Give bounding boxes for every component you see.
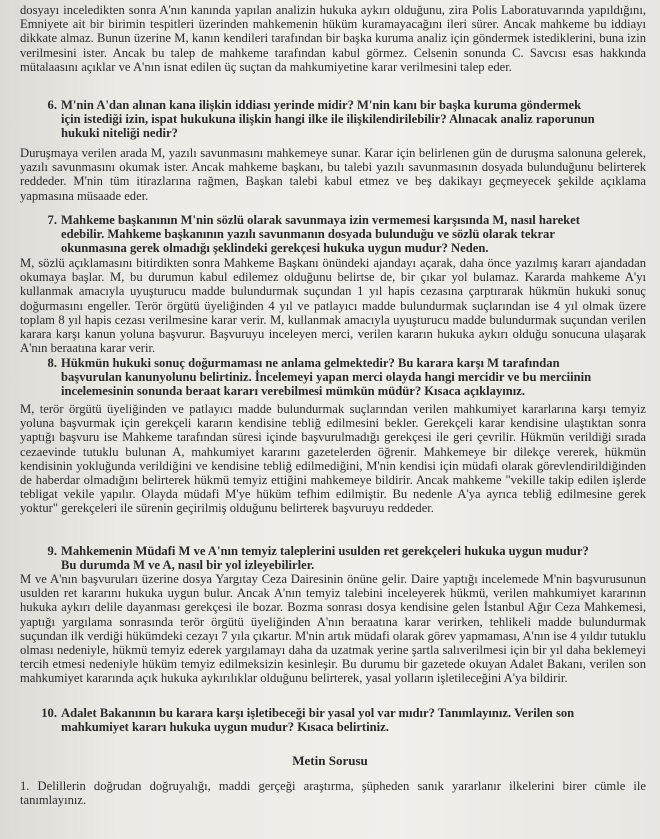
question-number: 6. [47,98,57,112]
question-number: 8. [47,356,57,370]
paragraph-8: M, terör örgütü üyeliğinden ve patlayıcı madde bulundurmak suçlarından verilen mahkumiyet kararlarına karşı temyiz yoluna başvurmak için gerekçeli kararın kendisine tebliğ edilmesini bekler. Gerekçeli karar kendisine ulaştıktan sonra yaptığı başvuru ise Mahkeme tarafından süresi içinde başvurulmadığı gerekçesi ile geri çevrilir. Hükmün verildiği sırada cezaevinde tutuklu bulunan A, mahkumiyet kararını gazetelerden öğrenir. Mahkemeye bir dilekçe vererek, hükmün kendisinin yokluğunda verildiğini ve kendisine tebliğ edilmediğini, M'nin kendisi için müdafi olarak görevlendirildiğinden de haberdar olmadığını belirterek hükmü temyiz ettiğini mahkemeye bildirir. Ancak mahkeme "vekille takip edilen işlerde tebligat vekile yapılır. Olayda müdafi M'ye hüküm tefhim edilmiştir. Bu nedenle A'ya ayrıca tebliğ edilmesine gerek yoktur" gerekçeleri ile sürenin geçirilmiş olduğunu belirterek başvuruyu reddeder. [20,402,646,516]
question-7: 7. Mahkeme başkanının M'nin sözlü olarak savunmaya izin vermemesi karşısında M, nasıl hareket edebilir. Mahkeme başkanının yazılı savunmanın dosyada bulunduğu ve sözlü olarak tekrar okunmasına gerek olmadığı şeklindeki gerekçesi hukuka uygun mudur? Neden. [20,213,646,256]
question-number: 9. [47,544,57,558]
question-8: 8. Hükmün hukuki sonuç doğurmaması ne anlama gelmektedir? Bu karara karşı M tarafından başvurulan kanunyolunu belirtiniz. İncelemeyi yapan merci olayda hangi mercidir ve bu merciinin incelemesinin sonunda beraat kararı verebilmesi mümkün müdür? Kısaca açıklayınız. [20,356,646,399]
metin-question-1: 1. Delillerin doğrudan doğruyalığı, maddi gerçeği araştırma, şüpheden sanık yararlanır ilkelerini birer cümle ile tanımlayınız. [20,779,646,808]
paragraph-6: Duruşmaya verilen arada M, yazılı savunmasını mahkemeye sunar. Karar için belirlenen gün de duruşma salonuna gelerek, yazılı savunmasını okumak ister. Ancak mahkeme başkanı, bu talebi yazılı savunmasının dosyada bulunduğunu belirterek reddeder. M'nin tüm itirazlarına rağmen, Başkan talebi kabul etmez ve beş dakikayı geçmeyecek şekilde açıklama yapmasına müsaade eder. [20,146,646,203]
question-6: 6. M'nin A'dan alınan kana ilişkin iddiası yerinde midir? M'nin kanı bir başka kuruma göndermek için istediği izin, ispat hukukuna ilişkin hangi ilke ile ilişkilendirilebilir? Alınacak analiz raporunun hukuki niteliği nedir? [20,98,646,141]
question-number: 7. [47,213,57,227]
section-title: Metin Sorusu [292,753,368,768]
paragraph-7: M, sözlü açıklamasını bitirdikten sonra Mahkeme Başkanı önündeki ajandayı açarak, daha önce yazılmış kararı ajandadan okumaya başlar. M, bu durumun kabul edilemez olduğunu belirtse de, bir çıkar yol bulamaz. Kararda mahkeme A'yı kullanmak amacıyla uyuşturucu madde bulundurmak suçundan 1 yıl hapis cezasına çarptırarak hükmün hukuki sonuç doğurmasını engeller. Terör örgütü üyeliğinden 4 yıl ve patlayıcı madde bulundurmak suçlarından ise 4 yıl olmak üzere toplam 8 yıl hapis cezası verilmesine karar verir. M, kullanmak amacıyla uyuşturucu madde bulundurmak suçundan verilen karara karşı kanun yoluna başvurur. Başvuruyu inceleyen merci, verilen kararın hukuka aykırı olduğu sonucuna ulaşarak A'nın beraatına karar verir. [20,256,646,356]
question-10: 10. Adalet Bakanının bu karara karşı işletibeceği bir yasal yol var mıdır? Tanımlayınız. Verilen son mahkumiyet kararı hukuka uygun mudur? Kısaca belirtiniz. [20,706,646,734]
paragraph-9: M ve A'nın başvuruları üzerine dosya Yargıtay Ceza Dairesinin önüne gelir. Daire yaptığı incelemede M'nin başvurusunun usulden ret kararını hukuka uygun bulur. Ancak A'nın temyiz talebini inceleyerek hükmü, verilen mahkumiyet kararının hukuka aykırı delile dayanması gerekçesi ile bozar. Bozma sonrası dosya kendisine gelen İstanbul Ağır Ceza Mahkemesi, yaptığı yargılama sonrasında terör örgütü üyeliğinden A'nın beraatına karar verirken, tehlikeli madde bulundurmak suçundan ilk verdiği hükümdeki cezayı 7 yıla çıkartır. M'nin artık müdafi olarak görev yapmaması, A'nın ise 4 yıldır tutuklu olması nedeniyle, hükmü temyiz ederek yargılamayı daha da uzatmak yerine şartla salıverilmesi için bir yıl daha beklemeyi tercih etmesi nedeniyle hüküm temyiz edilmeksizin kesinleşir. Bu durumu bir gazetede okuyan Adalet Bakanı, verilen son mahkumiyet kararında açık hukuka aykırılıklar olduğunu belirterek, yasal yolların işletileceğini A'ya bildirir. [20,572,646,686]
question-number: 10. [41,706,57,720]
question-9: 9. Mahkemenin Müdafi M ve A'nın temyiz taleplerini usulden ret gerekçeleri hukuka uygun mudur? Bu durumda M ve A, nasıl bir yol izleyebilirler. [20,544,646,572]
paragraph-intro: dosyayı inceledikten sonra A'nın kanında yapılan analizin hukuka aykırı olduğunu, zira Polis Laboratuvarında yapıldığını, Emniyete ait bir birimin tespitleri üzerinden mahkemenin hüküm kuramayacağını ileri sürer. Ancak mahkeme bu iddiayı dikkate almaz. Bunun üzerine M, kanın kendileri tarafından bir başka kuruma analiz için göndermek istediklerini, buna izin verilmesini ister. Ancak bu talep de mahkeme tarafından kabul görmez. Celsenin sonunda C. Savcısı esas hakkında mütalaasını açıklar ve A'nın isnat edilen üç suçtan da mahkumiyetine karar verilmesini talep eder. [20,3,646,74]
